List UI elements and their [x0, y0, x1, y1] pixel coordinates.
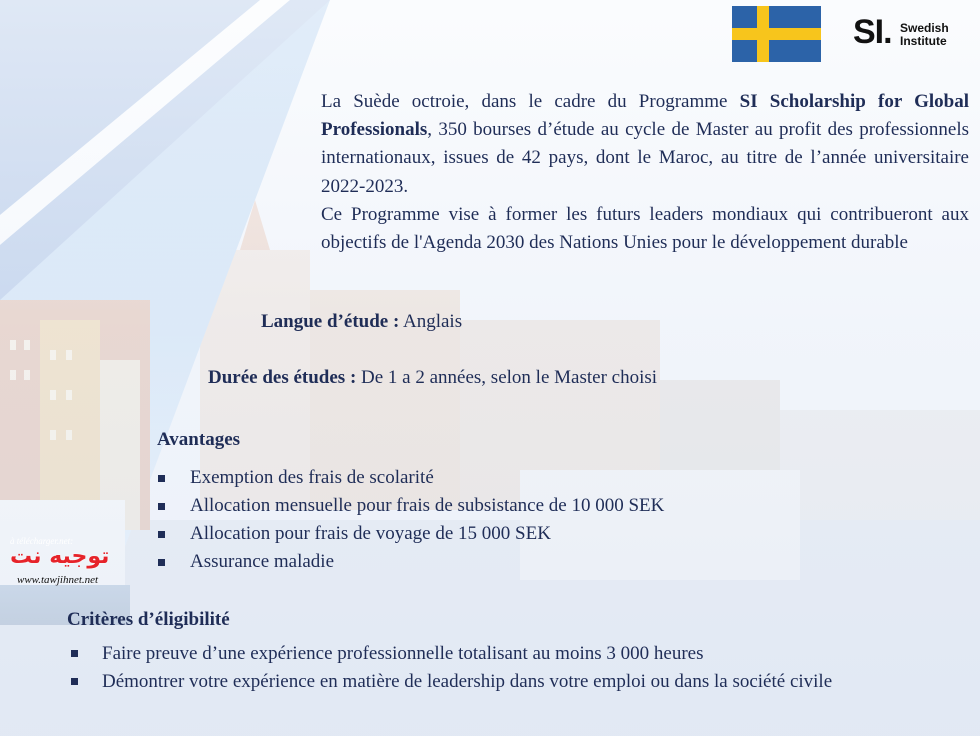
swedish-flag-icon: [732, 6, 821, 62]
si-logo-line2: Institute: [900, 34, 947, 48]
tawjihnet-watermark: [10, 536, 130, 590]
list-item: [157, 549, 797, 577]
eligibility-list: [67, 640, 947, 696]
watermark-logo: توجيه نت: [10, 544, 110, 569]
language-line: [261, 311, 462, 333]
list-item: [157, 521, 797, 549]
advantage-text: Allocation mensuelle pour frais de subsistance de 10 000 SEK: [190, 495, 665, 516]
intro-paragraph-1: [321, 88, 969, 201]
list-item: [157, 493, 797, 521]
bullet-icon: [71, 650, 78, 657]
bullet-icon: [158, 531, 165, 538]
list-item: [67, 640, 947, 668]
program-name: SI Scholarship for Global Professionals: [321, 91, 969, 141]
bullet-icon: [158, 559, 165, 566]
duration-line: [208, 367, 657, 389]
eligibility-text: Démontrer votre expérience en matière de leadership dans votre emploi ou dans la société civile: [102, 671, 833, 692]
duration-label: Durée des études :: [208, 367, 357, 388]
duration-value: De 1 a 2 années, selon le Master choisi: [356, 367, 658, 388]
swedish-institute-logo: [853, 14, 957, 54]
si-logo-line1: Swedish: [900, 21, 949, 35]
intro-paragraph-2: Ce Programme vise à former les futurs leaders mondiaux qui contribueront aux objectifs de l'Agenda 2030 des Nations Unies pour le développement durable: [321, 203, 969, 254]
advantages-heading: Avantages: [157, 429, 241, 450]
list-item: [67, 668, 947, 696]
list-item: [157, 465, 797, 493]
advantage-text: Allocation pour frais de voyage de 15 000 SEK: [190, 523, 551, 544]
bullet-icon: [71, 678, 78, 685]
si-logo-mark: SI.: [853, 13, 892, 51]
intro-part1: La Suède octroie, dans le cadre du Programme: [321, 91, 740, 112]
advantages-list: [157, 465, 797, 577]
language-value: Anglais: [399, 311, 463, 332]
bullet-icon: [158, 503, 165, 510]
eligibility-heading: Critères d’éligibilité: [67, 609, 230, 630]
si-logo-text: [900, 22, 949, 48]
intro-text: [321, 88, 969, 257]
intro-part2: , 350 bourses d’étude au cycle de Master au profit des professionnels internationaux, issues de 42 pays, dont le Maroc, au titre de l’année universitaire 2022-2023.: [321, 119, 969, 197]
watermark-url: www.tawjihnet.net: [17, 574, 99, 586]
advantage-text: Exemption des frais de scolarité: [190, 467, 434, 488]
language-label: Langue d’étude :: [261, 311, 400, 332]
watermark-small-text: à télécharger.net:: [10, 536, 74, 546]
eligibility-text: Faire preuve d’une expérience professionnelle totalisant au moins 3 000 heures: [102, 643, 704, 664]
advantage-text: Assurance maladie: [190, 551, 335, 572]
bullet-icon: [158, 475, 165, 482]
